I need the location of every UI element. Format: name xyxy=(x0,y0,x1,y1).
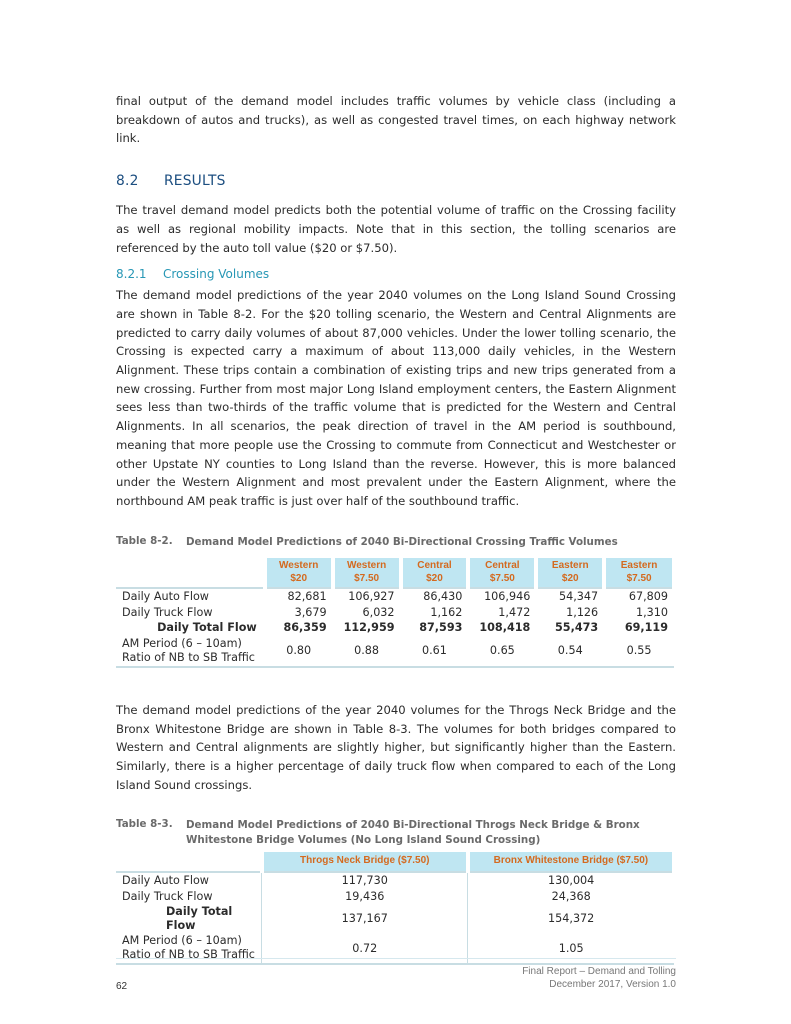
crossing-volumes-table xyxy=(116,558,676,668)
row-label: Daily Auto Flow xyxy=(116,588,265,605)
table-cell: 130,004 xyxy=(468,872,674,889)
table-cell: 108,418 xyxy=(479,621,531,635)
table-cell: 106,927 xyxy=(333,588,401,605)
row-label: Daily Truck Flow xyxy=(122,889,213,903)
table-cell: 1,126 xyxy=(566,605,599,619)
column-header-toll: $20 xyxy=(426,572,443,584)
table-cell: 1.05 xyxy=(468,933,674,964)
page-footer xyxy=(116,958,676,999)
section-heading xyxy=(116,173,676,189)
table-row xyxy=(116,636,674,667)
table-cell: 0.55 xyxy=(604,636,674,667)
table-cell: 6,032 xyxy=(362,605,395,619)
column-header-toll: $20 xyxy=(290,572,308,584)
table-cell: 1,162 xyxy=(430,605,463,619)
report-date-version: December 2017, Version 1.0 xyxy=(549,979,676,990)
table-cell: 55,473 xyxy=(555,621,599,635)
report-info xyxy=(522,965,676,991)
column-header-alignment: Western xyxy=(346,560,387,572)
section-number: 8.2 xyxy=(116,173,139,190)
column-header xyxy=(468,558,536,588)
table-row xyxy=(116,872,674,889)
subsection-heading xyxy=(116,267,676,281)
table-8-3-label: Table 8-3. xyxy=(116,818,173,831)
table-cell: 1,472 xyxy=(498,605,531,619)
table-cell: 0.61 xyxy=(401,636,469,667)
table-8-3-caption xyxy=(116,818,676,847)
column-header: Throgs Neck Bridge ($7.50) xyxy=(262,852,468,872)
table-row xyxy=(116,588,674,605)
table-cell: 86,359 xyxy=(283,621,327,635)
column-header xyxy=(401,558,469,588)
column-header-toll: $7.50 xyxy=(354,572,380,584)
table-cell: 86,430 xyxy=(401,588,469,605)
column-header-alignment: Central xyxy=(417,560,452,572)
column-header-toll: $7.50 xyxy=(489,572,515,584)
column-header xyxy=(265,558,333,588)
table-cell: 112,959 xyxy=(343,621,395,635)
row-label: Daily Auto Flow xyxy=(116,872,262,889)
subsection-number: 8.2.1 xyxy=(116,267,147,282)
table-cell: 54,347 xyxy=(536,588,604,605)
row-label-line: Ratio of NB to SB Traffic xyxy=(122,948,255,962)
table-cell: 137,167 xyxy=(262,904,468,933)
column-header-alignment: Western xyxy=(279,560,319,572)
table-header-row xyxy=(116,558,674,588)
table-cell: 1,310 xyxy=(635,605,668,619)
column-header: Bronx Whitestone Bridge ($7.50) xyxy=(468,852,674,872)
row-label xyxy=(116,636,265,667)
page-number: 62 xyxy=(116,981,128,992)
table-row xyxy=(116,889,674,905)
table-8-3-title: Demand Model Predictions of 2040 Bi-Directional Throgs Neck Bridge & Bronx Whitestone Bridge Volumes (No Long Island Sound Crossing) xyxy=(186,819,640,846)
table-row-total xyxy=(116,904,674,933)
table-cell: 0.54 xyxy=(536,636,604,667)
table-cell: 0.72 xyxy=(262,933,468,964)
table-8-2-caption xyxy=(116,535,676,550)
column-header xyxy=(333,558,401,588)
row-label-line: AM Period (6 – 10am) xyxy=(122,636,242,650)
report-title: Final Report – Demand and Tolling xyxy=(522,966,676,977)
subsection-title: Crossing Volumes xyxy=(163,267,270,282)
row-label: Daily Total Flow xyxy=(157,621,257,635)
table-cell: 87,593 xyxy=(419,621,463,635)
column-header-alignment: Eastern xyxy=(551,560,589,572)
intro-paragraph: final output of the demand model includes traffic volumes by vehicle class (including a breakdown of autos and trucks), as well as congested travel times, on each highway network link. xyxy=(116,94,676,146)
column-header xyxy=(536,558,604,588)
table-8-2-label: Table 8-2. xyxy=(116,534,173,547)
column-header-alignment: Central xyxy=(485,560,520,572)
table-cell: 106,946 xyxy=(468,588,536,605)
row-label-line: AM Period (6 – 10am) xyxy=(122,934,242,948)
row-label-line: Ratio of NB to SB Traffic xyxy=(122,650,255,664)
table-cell: 0.88 xyxy=(333,636,401,667)
table-cell: 67,809 xyxy=(604,588,674,605)
section-title: RESULTS xyxy=(164,173,226,190)
table-cell: 69,119 xyxy=(624,621,668,635)
table-row-total xyxy=(116,620,674,636)
table-cell: 0.80 xyxy=(265,636,333,667)
table-cell: 24,368 xyxy=(468,889,674,905)
bridges-paragraph: The demand model predictions of the year 2040 volumes for the Throgs Neck Bridge and the Bronx Whitestone Bridge are shown in Table 8-3. The volumes for both bridges compared to Western and Central alignments are slightly higher, but significantly higher than the Eastern. Similarly, there is a higher percentage of daily truck flow when compared to each of the Long Island Sound crossings. xyxy=(116,702,676,792)
table-8-2-title: Demand Model Predictions of 2040 Bi-Directional Crossing Traffic Volumes xyxy=(186,535,618,548)
table-cell: 117,730 xyxy=(262,872,468,889)
table-cell: 3,679 xyxy=(294,605,327,619)
column-header xyxy=(604,558,674,588)
header-blank-cell xyxy=(116,852,262,872)
column-header-alignment: Eastern xyxy=(620,560,658,572)
document-body xyxy=(116,92,676,965)
header-blank-cell xyxy=(116,558,265,588)
table-header-row xyxy=(116,852,674,872)
subsection-paragraph: The demand model predictions of the year 2040 volumes on the Long Island Sound Crossing are shown in Table 8-2. For the $20 tolling scenario, the Western and Central Alignments are predicted to carry daily volumes of about 87,000 vehicles. Under the lower tolling scenario, the Crossing is expected carry a maximum of about 113,000 daily vehicles, in the Western Alignment. These trips contain a combination of existing trips and new trips generated from a new crossing. Further from most major Long Island employment centers, the Eastern Alignment sees less than two-thirds of the traffic volume that is predicted for the Western and Central Alignments. In all scenarios, the peak direction of travel in the AM period is southbound, meaning that more people use the Crossing to commute from Connecticut and Westchester or other Upstate NY counties to Long Island than the reverse. However, this is more balanced under the Western Alignment and most prevalent under the Eastern Alignment, where the northbound AM peak traffic is just over half of the southbound traffic. xyxy=(116,288,676,508)
table-cell: 154,372 xyxy=(468,904,674,933)
table-cell: 19,436 xyxy=(262,889,468,905)
bridge-volumes-table xyxy=(116,852,676,965)
table-row xyxy=(116,605,674,621)
row-label: Daily Total Flow xyxy=(166,905,233,932)
section-paragraph: The travel demand model predicts both the potential volume of traffic on the Crossing facility as well as regional mobility impacts. Note that in this section, the tolling scenarios are referenced by the auto toll value ($20 or $7.50). xyxy=(116,203,676,255)
column-header-toll: $7.50 xyxy=(626,572,652,584)
column-header-toll: $20 xyxy=(561,572,579,584)
row-label: Daily Truck Flow xyxy=(122,605,213,619)
table-cell: 0.65 xyxy=(468,636,536,667)
table-cell: 82,681 xyxy=(265,588,333,605)
